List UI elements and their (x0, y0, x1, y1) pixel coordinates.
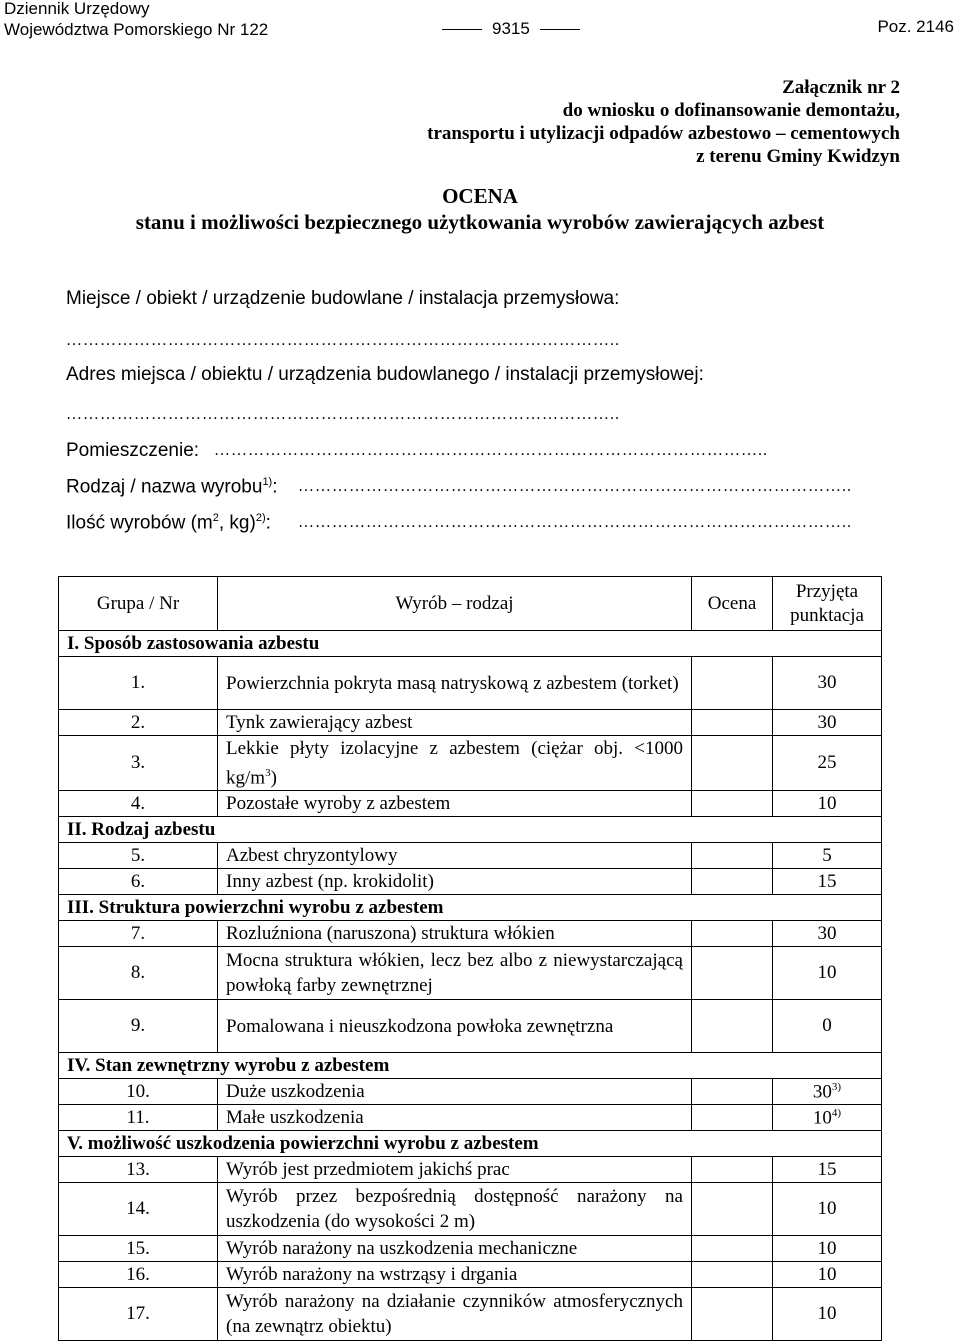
room-field (66, 440, 886, 462)
score-cell[interactable] (692, 947, 773, 1000)
section-row: III. Struktura powierzchni wyrobu z azbestem (59, 895, 882, 921)
annex-line: do wniosku o dofinansowanie demontażu, (562, 100, 900, 121)
table-row: 17. Wyrób narażony na działanie czynników atmosferycznych (na zewnątrz obiektu) 10 (59, 1288, 882, 1341)
quantity-label: Ilość wyrobów (m (66, 512, 213, 534)
section-row: IV. Stan zewnętrzny wyrobu z azbestem (59, 1053, 882, 1079)
points-cell: 10$^{4)}$ (773, 1105, 882, 1131)
page-number: 9315 (432, 19, 590, 39)
table-row: 10. Duże uszkodzenia 30$^{3)}$ (59, 1079, 882, 1105)
annex-line: Załącznik nr 2 (782, 77, 900, 98)
table-row: 13. Wyrób jest przedmiotem jakichś prac 15 (59, 1157, 882, 1183)
table-row: 16. Wyrób narażony na wstrząsy i drgania 10 (59, 1262, 882, 1288)
product-type-label: Rodzaj / nazwa wyrobu (66, 476, 263, 498)
table-row: 5. Azbest chryzontylowy 5 (59, 843, 882, 869)
table-row: 11. Małe uszkodzenia 10$^{4)}$ (59, 1105, 882, 1131)
score-cell[interactable] (692, 710, 773, 736)
document-subtitle: stanu i możliwości bezpiecznego użytkowania wyrobów zawierających azbest (135, 210, 825, 234)
quantity-field: Ilość wyrobów ($m^2$, kg)$^{2)}$: …………………………………………………………………………………….. (66, 512, 886, 534)
score-cell[interactable] (692, 843, 773, 869)
section-row: V. możliwość uszkodzenia powierzchni wyrobu z azbestem (59, 1131, 882, 1157)
quantity-dots: …………………………………………………………………………………….. (298, 514, 852, 531)
room-label: Pomieszczenie: (66, 440, 200, 461)
position-number: Poz. 2146 (877, 17, 954, 36)
table-row: 4. Pozostałe wyroby z azbestem 10 (59, 791, 882, 817)
table-row: 2. Tynk zawierający azbest 30 (59, 710, 882, 736)
table-row: 1. Powierzchnia pokryta masą natryskową z azbestem (torket) 30 (59, 657, 882, 710)
score-cell[interactable] (692, 921, 773, 947)
dash-left (442, 29, 482, 30)
journal-issue: Województwa Pomorskiego Nr 122 (4, 20, 269, 39)
table-row: 6. Inny azbest (np. krokidolit) 15 (59, 869, 882, 895)
journal-header (4, 0, 268, 40)
annex-line: transportu i utylizacji odpadów azbestowo – cementowych (427, 123, 900, 144)
score-cell[interactable] (692, 657, 773, 710)
score-cell[interactable] (692, 1262, 773, 1288)
address-label: Adres miejsca / obiektu / urządzenia budowlanego / instalacji przemysłowej: (66, 364, 704, 385)
room-dots: …………………………………………………………………………………….. (214, 442, 768, 459)
address-dots: …………………………………………………………………………………….. (66, 406, 620, 423)
annex-line: z terenu Gminy Kwidzyn (696, 146, 900, 167)
assessment-table (58, 576, 882, 1341)
document-title: OCENA (442, 184, 518, 208)
header-product: Wyrób – rodzaj (218, 577, 692, 631)
score-cell[interactable] (692, 1105, 773, 1131)
table-header-row (59, 577, 882, 631)
score-cell[interactable] (692, 1157, 773, 1183)
section-row: II. Rodzaj azbestu (59, 817, 882, 843)
score-cell[interactable] (692, 791, 773, 817)
table-row: 8. Mocna struktura włókien, lecz bez albo z niewystarczającą powłoką farby zewnętrznej 10 (59, 947, 882, 1000)
place-dots: …………………………………………………………………………………….. (66, 332, 620, 349)
points-cell: 30$^{3)}$ (773, 1079, 882, 1105)
place-label: Miejsce / obiekt / urządzenie budowlane / instalacja przemysłowa: (66, 288, 620, 309)
score-cell[interactable] (692, 1288, 773, 1341)
score-cell[interactable] (692, 736, 773, 791)
table-row: 7. Rozluźniona (naruszona) struktura włókien 30 (59, 921, 882, 947)
product-cell: Lekkie płyty izolacyjne z azbestem (ciężar obj. <1000 $kg/m^3$) (218, 736, 692, 791)
section-row: I. Sposób zastosowania azbestu (59, 631, 882, 657)
header-points: Przyjęta punktacja (773, 577, 882, 631)
header-group: Grupa / Nr (59, 577, 218, 631)
header-score: Ocena (692, 577, 773, 631)
dash-right (540, 29, 580, 30)
table-row: 15. Wyrób narażony na uszkodzenia mechaniczne 10 (59, 1236, 882, 1262)
annex-note (420, 76, 900, 168)
score-cell[interactable] (692, 1183, 773, 1236)
score-cell[interactable] (692, 1236, 773, 1262)
table-row: 14. Wyrób przez bezpośrednią dostępność narażony na uszkodzenia (do wysokości 2 m) 10 (59, 1183, 882, 1236)
product-type-field: Rodzaj / nazwa wyrobu$^{1)}$: …………………………………………………………………………………….. (66, 476, 886, 498)
table-row: 3. Lekkie płyty izolacyjne z azbestem (ciężar obj. <1000 $kg/m^3$) 25 (59, 736, 882, 791)
score-cell[interactable] (692, 1000, 773, 1053)
score-cell[interactable] (692, 1079, 773, 1105)
table-row: 9. Pomalowana i nieuszkodzona powłoka zewnętrzna 0 (59, 1000, 882, 1053)
journal-title: Dziennik Urzędowy (4, 0, 150, 18)
product-type-dots: …………………………………………………………………………………….. (298, 478, 852, 495)
score-cell[interactable] (692, 869, 773, 895)
